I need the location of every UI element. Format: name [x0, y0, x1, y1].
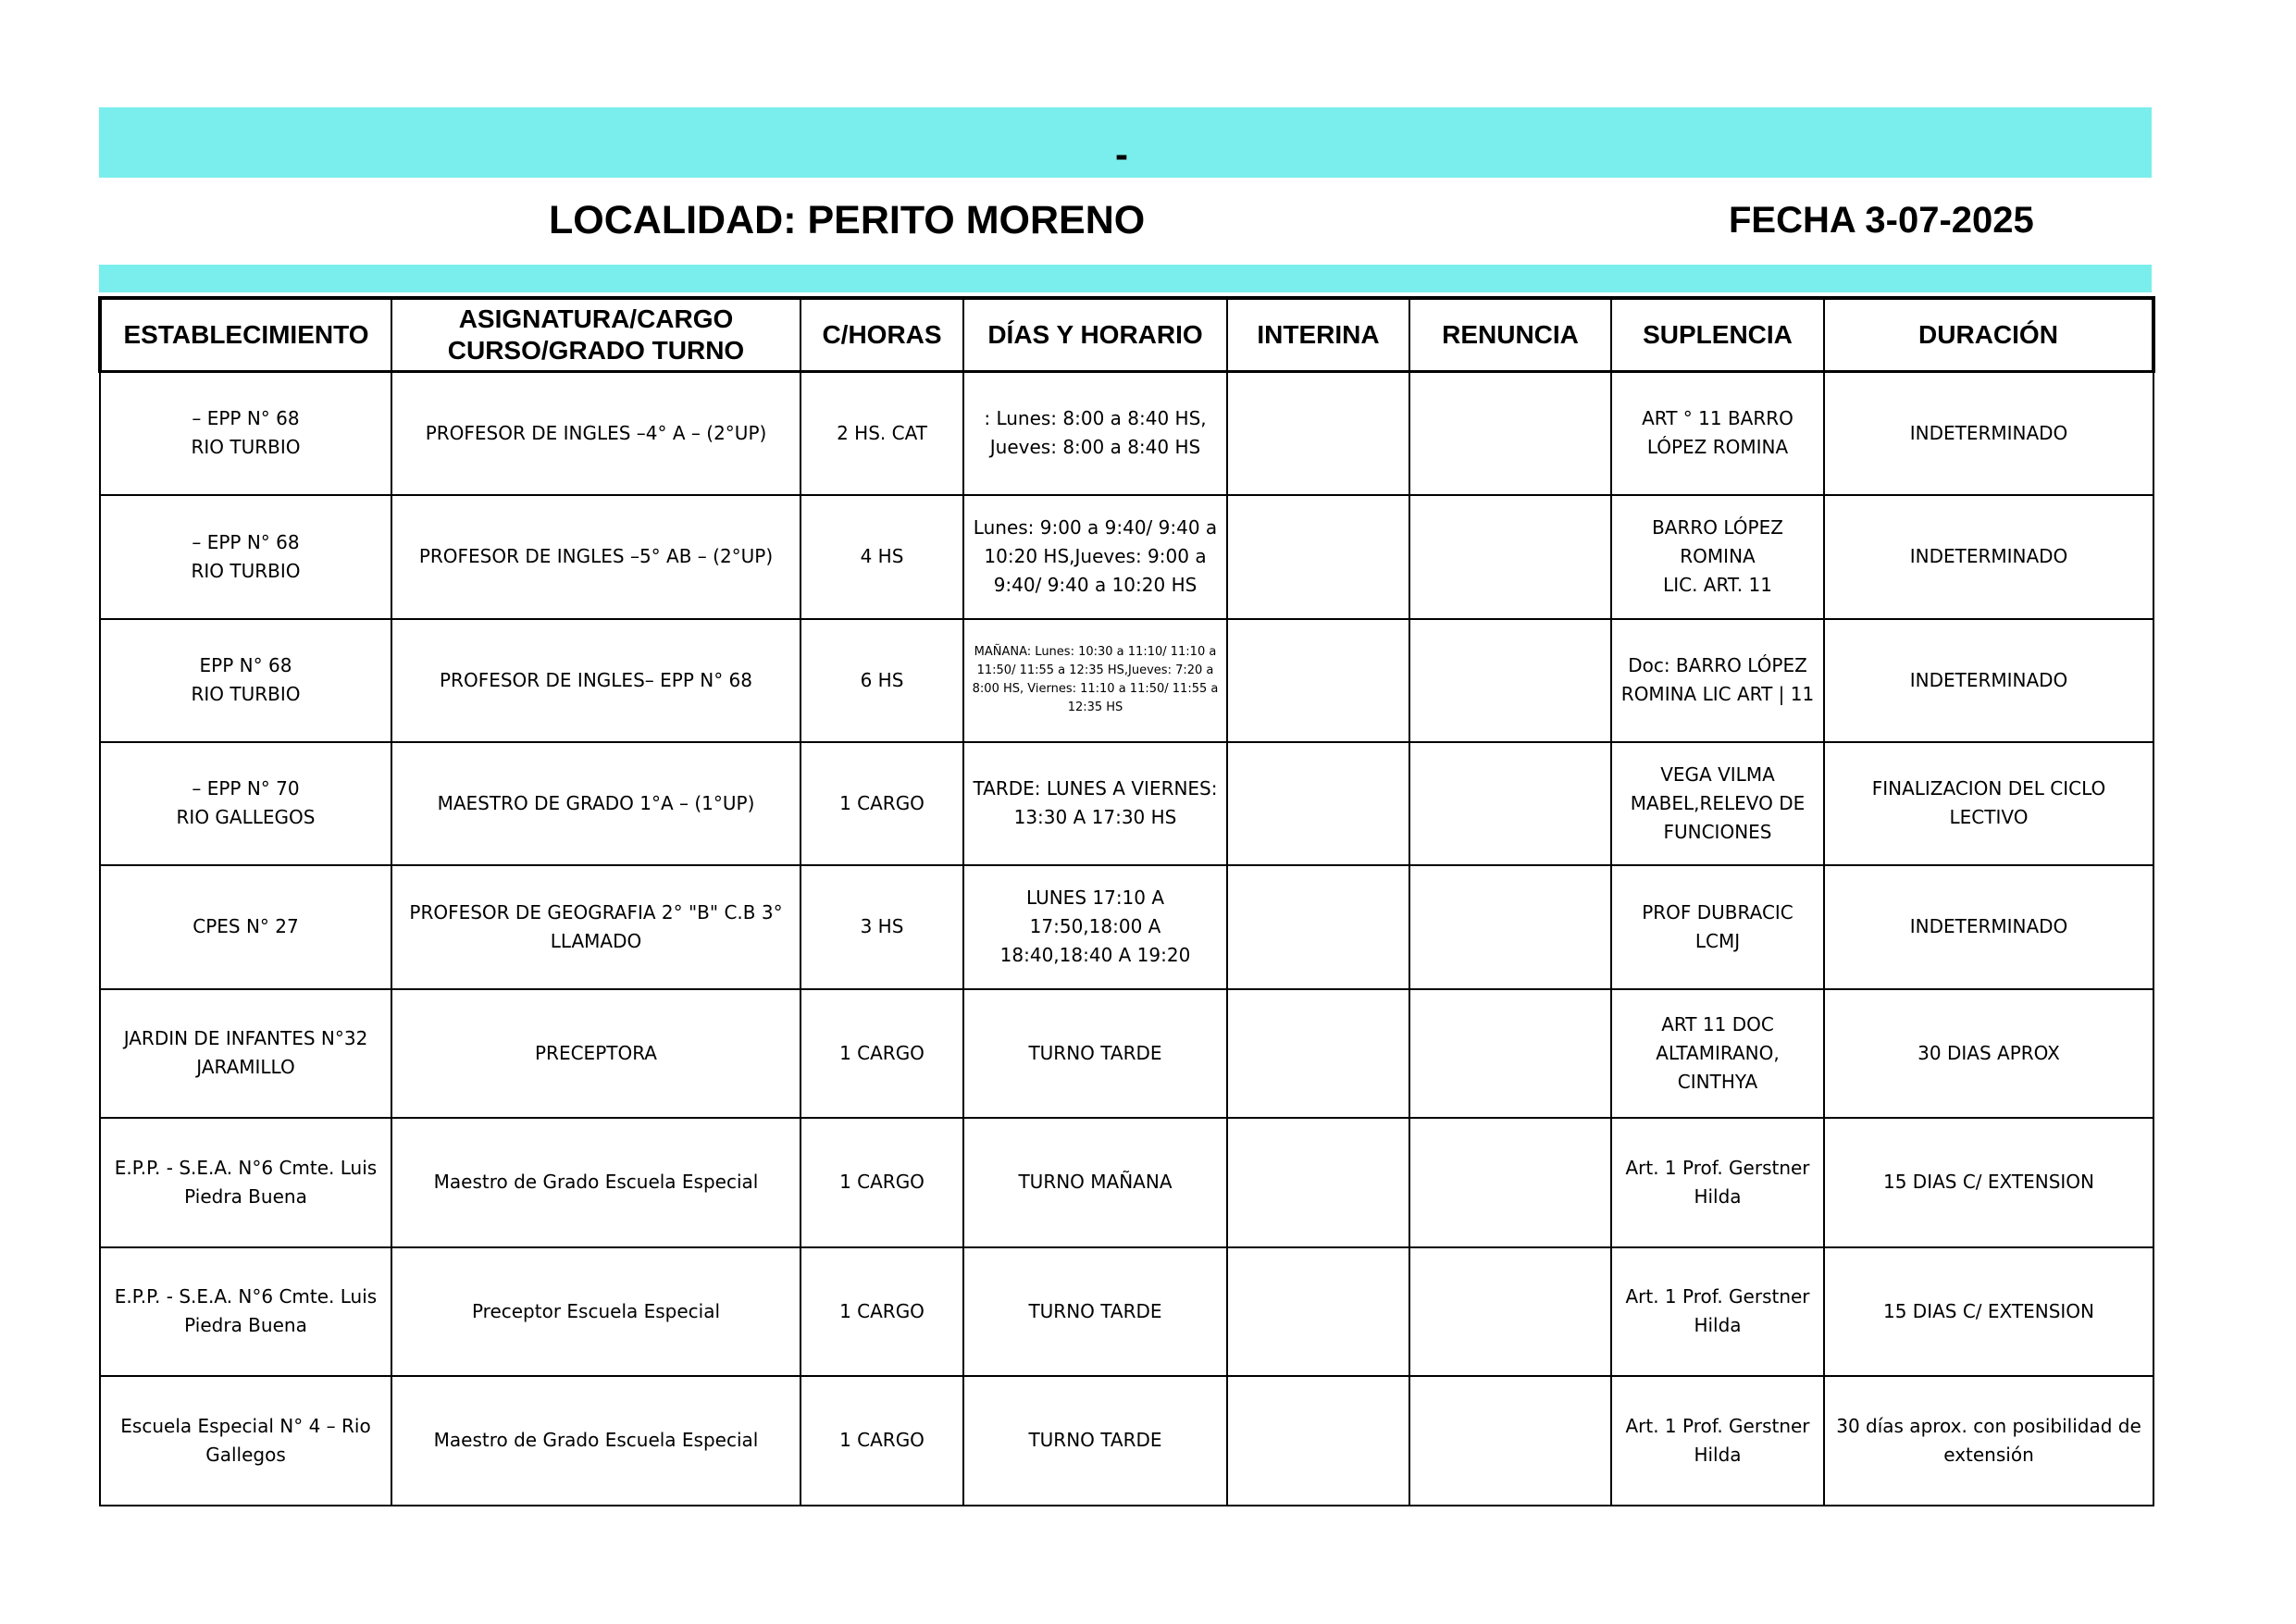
cell-renuncia — [1409, 372, 1611, 495]
cell-suplencia: BARRO LÓPEZ ROMINA LIC. ART. 11 — [1611, 495, 1824, 619]
cell-interina — [1227, 1247, 1409, 1376]
table-row — [100, 1118, 2153, 1247]
cell-interina — [1227, 372, 1409, 495]
cell-horas: 1 CARGO — [800, 1118, 963, 1247]
cell-duracion: 15 DIAS C/ EXTENSION — [1824, 1247, 2153, 1376]
cell-asignatura: PROFESOR DE INGLES –4° A – (2°UP) — [391, 372, 800, 495]
cell-horas: 6 HS — [800, 619, 963, 742]
cell-duracion: 30 DIAS APROX — [1824, 989, 2153, 1118]
cell-establecimiento: CPES N° 27 — [100, 865, 391, 989]
cell-establecimiento: – EPP N° 68 RIO TURBIO — [100, 372, 391, 495]
cell-horario: TURNO MAÑANA — [963, 1118, 1227, 1247]
table-row — [100, 495, 2153, 619]
cell-renuncia — [1409, 865, 1611, 989]
cell-duracion: INDETERMINADO — [1824, 372, 2153, 495]
cell-establecimiento: – EPP N° 70 RIO GALLEGOS — [100, 742, 391, 865]
cell-establecimiento: JARDIN DE INFANTES N°32 JARAMILLO — [100, 989, 391, 1118]
cell-suplencia: Art. 1 Prof. Gerstner Hilda — [1611, 1376, 1824, 1506]
cell-horas: 1 CARGO — [800, 989, 963, 1118]
cell-establecimiento: Escuela Especial N° 4 – Rio Gallegos — [100, 1376, 391, 1506]
cell-renuncia — [1409, 1376, 1611, 1506]
cell-horas: 3 HS — [800, 865, 963, 989]
col-header-establecimiento: ESTABLECIMIENTO — [100, 298, 391, 372]
date-label: FECHA 3-07-2025 — [1729, 200, 2034, 241]
cell-interina — [1227, 1376, 1409, 1506]
cell-interina — [1227, 1118, 1409, 1247]
cell-horas: 2 HS. CAT — [800, 372, 963, 495]
cell-suplencia: VEGA VILMA MABEL,RELEVO DE FUNCIONES — [1611, 742, 1824, 865]
cell-duracion: 30 días aprox. con posibilidad de extensión — [1824, 1376, 2153, 1506]
cell-horario: TURNO TARDE — [963, 989, 1227, 1118]
cell-duracion: INDETERMINADO — [1824, 495, 2153, 619]
col-header-duracion: DURACIÓN — [1824, 298, 2153, 372]
cell-suplencia: ART 11 DOC ALTAMIRANO, CINTHYA — [1611, 989, 1824, 1118]
header-band-bottom — [99, 265, 2152, 292]
cell-asignatura: Preceptor Escuela Especial — [391, 1247, 800, 1376]
table-row — [100, 742, 2153, 865]
cell-asignatura: MAESTRO DE GRADO 1°A – (1°UP) — [391, 742, 800, 865]
cell-interina — [1227, 865, 1409, 989]
cell-interina — [1227, 619, 1409, 742]
cell-suplencia: Art. 1 Prof. Gerstner Hilda — [1611, 1118, 1824, 1247]
cell-interina — [1227, 989, 1409, 1118]
cell-horario: TARDE: LUNES A VIERNES: 13:30 A 17:30 HS — [963, 742, 1227, 865]
table-row — [100, 372, 2153, 495]
col-header-horas: C/HORAS — [800, 298, 963, 372]
cell-establecimiento: – EPP N° 68 RIO TURBIO — [100, 495, 391, 619]
cell-suplencia: Art. 1 Prof. Gerstner Hilda — [1611, 1247, 1824, 1376]
cell-interina — [1227, 742, 1409, 865]
table-row — [100, 1376, 2153, 1506]
table-row — [100, 1247, 2153, 1376]
cell-duracion: INDETERMINADO — [1824, 865, 2153, 989]
col-header-suplencia: SUPLENCIA — [1611, 298, 1824, 372]
cell-establecimiento: EPP N° 68 RIO TURBIO — [100, 619, 391, 742]
cell-asignatura: Maestro de Grado Escuela Especial — [391, 1118, 800, 1247]
cell-establecimiento: E.P.P. - S.E.A. N°6 Cmte. Luis Piedra Buena — [100, 1247, 391, 1376]
cell-interina — [1227, 495, 1409, 619]
cell-horario: : Lunes: 8:00 a 8:40 HS, Jueves: 8:00 a 8:40 HS — [963, 372, 1227, 495]
cell-renuncia — [1409, 619, 1611, 742]
cell-horario: LUNES 17:10 A 17:50,18:00 A 18:40,18:40 A 19:20 — [963, 865, 1227, 989]
cell-horario: Lunes: 9:00 a 9:40/ 9:40 a 10:20 HS,Jueves: 9:00 a 9:40/ 9:40 a 10:20 HS — [963, 495, 1227, 619]
cell-establecimiento: E.P.P. - S.E.A. N°6 Cmte. Luis Piedra Buena — [100, 1118, 391, 1247]
cell-suplencia: Doc: BARRO LÓPEZ ROMINA LIC ART | 11 — [1611, 619, 1824, 742]
table-header-row — [100, 298, 2153, 372]
col-header-asignatura: ASIGNATURA/CARGO CURSO/GRADO TURNO — [391, 298, 800, 372]
cell-horario: TURNO TARDE — [963, 1376, 1227, 1506]
cell-renuncia — [1409, 1118, 1611, 1247]
cell-asignatura: PRECEPTORA — [391, 989, 800, 1118]
cell-suplencia: ART ° 11 BARRO LÓPEZ ROMINA — [1611, 372, 1824, 495]
header-dash: - — [1115, 132, 1128, 176]
locality-title: LOCALIDAD: PERITO MORENO — [549, 198, 1146, 242]
cell-horas: 4 HS — [800, 495, 963, 619]
cell-duracion: INDETERMINADO — [1824, 619, 2153, 742]
cell-horas: 1 CARGO — [800, 1247, 963, 1376]
col-header-horario: DÍAS Y HORARIO — [963, 298, 1227, 372]
cell-asignatura: PROFESOR DE INGLES –5° AB – (2°UP) — [391, 495, 800, 619]
cell-asignatura: PROFESOR DE INGLES– EPP N° 68 — [391, 619, 800, 742]
table-row — [100, 865, 2153, 989]
cell-asignatura: PROFESOR DE GEOGRAFIA 2° "B" C.B 3° LLAMADO — [391, 865, 800, 989]
cell-renuncia — [1409, 989, 1611, 1118]
col-header-renuncia: RENUNCIA — [1409, 298, 1611, 372]
vacancies-table — [98, 296, 2155, 1506]
cell-asignatura: Maestro de Grado Escuela Especial — [391, 1376, 800, 1506]
table-row — [100, 619, 2153, 742]
col-header-interina: INTERINA — [1227, 298, 1409, 372]
cell-horas: 1 CARGO — [800, 1376, 963, 1506]
cell-renuncia — [1409, 495, 1611, 619]
cell-duracion: FINALIZACION DEL CICLO LECTIVO — [1824, 742, 2153, 865]
cell-renuncia — [1409, 742, 1611, 865]
cell-suplencia: PROF DUBRACIC LCMJ — [1611, 865, 1824, 989]
cell-duracion: 15 DIAS C/ EXTENSION — [1824, 1118, 2153, 1247]
cell-renuncia — [1409, 1247, 1611, 1376]
table-row — [100, 989, 2153, 1118]
cell-horario: MAÑANA: Lunes: 10:30 a 11:10/ 11:10 a 11:50/ 11:55 a 12:35 HS,Jueves: 7:20 a 8:00 HS, Viernes: 11:10 a 11:50/ 11:55 a 12:35 HS — [963, 619, 1227, 742]
cell-horario: TURNO TARDE — [963, 1247, 1227, 1376]
cell-horas: 1 CARGO — [800, 742, 963, 865]
